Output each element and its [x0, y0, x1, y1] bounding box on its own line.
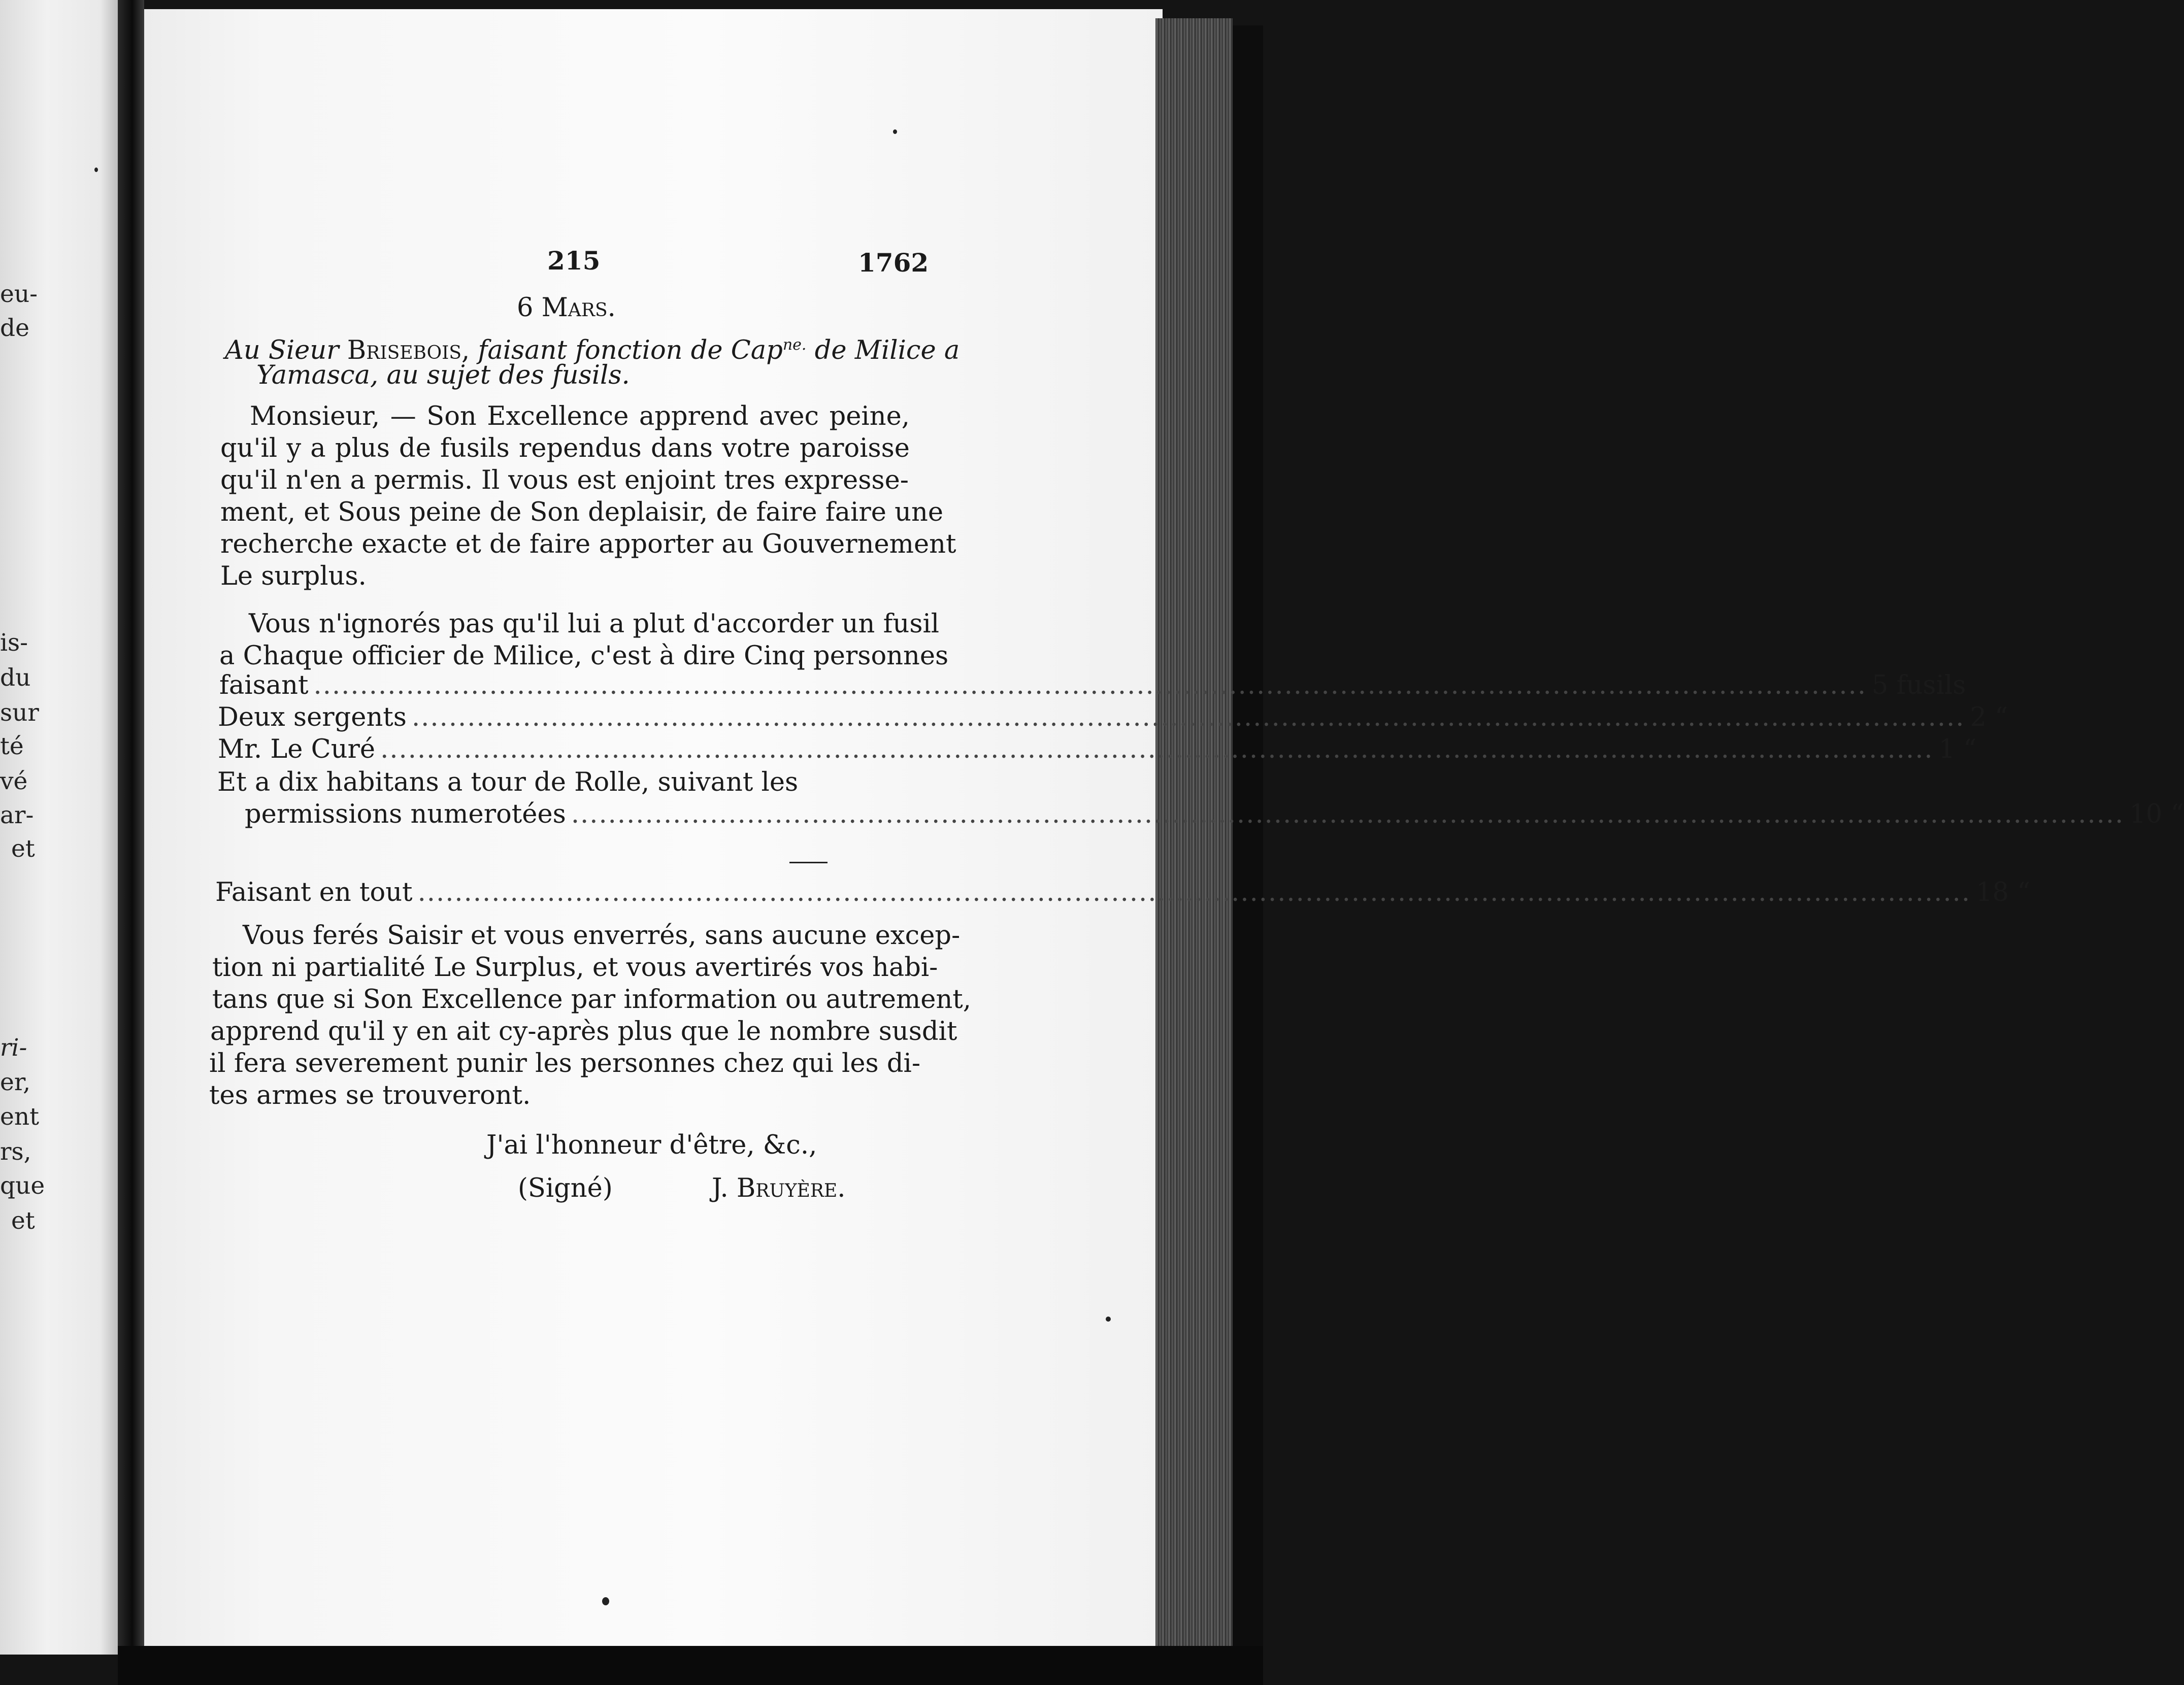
left-fragment: du	[0, 664, 31, 692]
list-item-value: 10 “	[2129, 799, 2184, 829]
signed-label: (Signé)	[518, 1173, 613, 1203]
left-fragment: ar-	[0, 801, 34, 829]
leader-dots: ........................................................................................................................................................................	[380, 734, 1934, 764]
ink-speck	[893, 129, 897, 134]
left-fragment: que	[0, 1172, 45, 1200]
list-item-value: 2 “	[1970, 702, 2008, 732]
ink-speck	[94, 167, 98, 172]
left-fragment: sur	[0, 699, 39, 727]
scan-bottom-border	[118, 1646, 1263, 1685]
list-item	[219, 669, 1966, 701]
scan-border	[1233, 25, 1263, 1649]
left-fragment: té	[0, 732, 24, 760]
list-item-label: permissions numerotées	[245, 799, 566, 829]
ink-speck	[602, 1597, 609, 1605]
page-edges	[1155, 18, 1233, 1647]
total-label: Faisant en tout	[215, 878, 413, 907]
list-item	[218, 701, 2008, 733]
left-fragment: rs,	[0, 1138, 31, 1166]
leader-dots: ........................................................................................................................................................................	[417, 878, 1971, 907]
paragraph-line: Vous n'ignorés pas qu'il lui a plut d'accorder un fusil	[249, 609, 940, 639]
left-fragment: eu-	[0, 280, 38, 308]
book-gutter	[118, 0, 144, 1685]
total-value: 18 “	[1976, 878, 2031, 907]
left-fragment: et	[11, 1207, 35, 1235]
paragraph-line: a Chaque officier de Milice, c'est à dire Cinq personnes	[219, 641, 949, 671]
left-fragment: de	[0, 314, 29, 342]
address-line-1: Au Sieur Brisebois, faisant fonction de Cap$^{ne.}$ de Milice a	[225, 335, 960, 365]
ink-speck	[1106, 1317, 1111, 1322]
page-number: 215	[547, 246, 601, 276]
signature: J. Bruyère.	[712, 1173, 846, 1203]
left-fragment: ri-	[0, 1034, 27, 1062]
list-item	[245, 798, 2184, 830]
paragraph-line: recherche exacte et de faire apporter au Gouvernement	[220, 529, 956, 559]
list-item-label: faisant	[219, 670, 309, 700]
left-fragment: er,	[0, 1068, 31, 1096]
left-fragment: is-	[0, 629, 28, 657]
paragraph-line: tion ni partialité Le Surplus, et vous avertirés vos habi-	[212, 953, 938, 983]
closing-line: J'ai l'honneur d'être, &c.,	[486, 1130, 817, 1160]
list-item-label: Deux sergents	[218, 702, 407, 732]
address-line-2: Yamasca, au sujet des fusils.	[256, 360, 630, 390]
left-fragment: et	[11, 835, 35, 863]
left-fragment: vé	[0, 767, 28, 795]
paragraph-line: Le surplus.	[220, 561, 367, 591]
paragraph-line: Monsieur, — Son Excellence apprend avec peine,	[250, 401, 910, 431]
list-item-label: Et a dix habitans a tour de Rolle, suivant les	[217, 767, 799, 797]
paragraph-line: ment, et Sous peine de Son deplaisir, de faire faire une	[220, 497, 944, 527]
left-fragment: ent	[0, 1103, 39, 1131]
list-item-value: 1 “	[1938, 734, 1977, 764]
paragraph-line: Vous ferés Saisir et vous enverrés, sans aucune excep-	[243, 921, 961, 951]
date-line: 6 Mars.	[517, 293, 616, 323]
paragraph-line: tes armes se trouveront.	[209, 1081, 531, 1110]
header-year: 1762	[858, 248, 929, 278]
leader-dots: ........................................................................................................................................................................	[411, 702, 1965, 732]
list-item	[218, 733, 1977, 765]
list-item-label: Mr. Le Curé	[218, 734, 376, 764]
paragraph-line: apprend qu'il y en ait cy-après plus que le nombre susdit	[210, 1017, 957, 1047]
leader-dots: ........................................................................................................................................................................	[313, 670, 1867, 700]
leader-dots: ........................................................................................................................................................................	[571, 799, 2125, 829]
list-item-value: 5 fusils	[1872, 670, 1966, 700]
paragraph-line: qu'il n'en a permis. Il vous est enjoint tres expresse-	[220, 465, 909, 495]
paragraph-line: tans que si Son Excellence par information ou autrement,	[212, 985, 972, 1015]
total-row	[215, 877, 2031, 908]
paragraph-line: qu'il y a plus de fusils rependus dans votre paroisse	[220, 433, 910, 463]
paragraph-line: il fera severement punir les personnes chez qui les di-	[209, 1049, 921, 1079]
sum-rule	[789, 862, 828, 863]
